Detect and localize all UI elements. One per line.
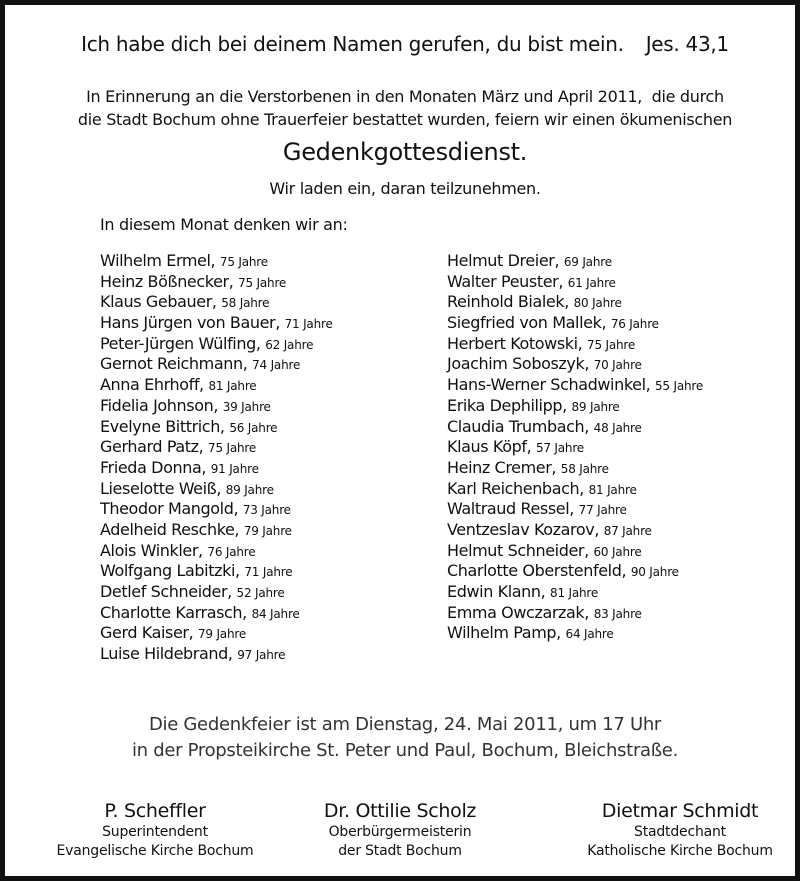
list-item: Klaus Gebauer, 58 Jahre xyxy=(100,292,270,312)
list-item: Helmut Dreier, 69 Jahre xyxy=(447,251,612,270)
intro-line-1: In Erinnerung an die Verstorbenen in den Monaten März und April 2011, die durch xyxy=(86,87,724,106)
list-item: Adelheid Reschke, 79 Jahre xyxy=(100,519,292,539)
list-item: Wilhelm Ermel, 75 Jahre xyxy=(100,251,268,270)
list-item: Wolfgang Labitzki, 71 Jahre xyxy=(100,561,293,581)
list-item: Klaus Köpf, 57 Jahre xyxy=(447,437,584,457)
list-item: Reinhold Bialek, 80 Jahre xyxy=(447,292,622,312)
list-item: Helmut Schneider, 60 Jahre xyxy=(447,540,642,560)
ceremony-details xyxy=(5,712,800,764)
list-item: Siegfried von Mallek, 76 Jahre xyxy=(447,313,659,333)
list-item: Gerhard Patz, 75 Jahre xyxy=(100,437,257,457)
list-item: Charlotte Karrasch, 84 Jahre xyxy=(100,602,300,622)
list-item: Detlef Schneider, 52 Jahre xyxy=(100,582,285,601)
list-item: Emma Owczarzak, 83 Jahre xyxy=(447,602,642,622)
list-item: Heinz Cremer, 58 Jahre xyxy=(447,457,609,477)
list-item: Frieda Donna, 91 Jahre xyxy=(100,457,259,477)
deceased-list-right xyxy=(447,251,703,644)
ceremony-location: in der Propsteikirche St. Peter und Paul, Bochum, Bleichstraße. xyxy=(131,740,679,761)
list-item: Joachim Soboszyk, 70 Jahre xyxy=(447,354,642,374)
intro-text xyxy=(5,85,800,131)
bible-verse xyxy=(5,32,800,56)
signatory-title: Stadtdechant xyxy=(634,824,726,840)
verse-reference: Jes. 43,1 xyxy=(645,32,729,56)
list-item: Hans-Werner Schadwinkel, 55 Jahre xyxy=(447,375,704,395)
list-item: Theodor Mangold, 73 Jahre xyxy=(100,499,291,519)
list-item: Luise Hildebrand, 97 Jahre xyxy=(100,644,286,664)
verse-text: Ich habe dich bei deinem Namen gerufen, du bist mein. xyxy=(81,32,624,56)
list-item: Edwin Klann, 81 Jahre xyxy=(447,582,599,601)
signatory-name: Dietmar Schmidt xyxy=(601,800,759,822)
list-item: Alois Winkler, 76 Jahre xyxy=(100,540,256,560)
signatory-title: Oberbürgermeisterin xyxy=(328,824,472,840)
list-item: Walter Peuster, 61 Jahre xyxy=(447,271,616,291)
list-heading: In diesem Monat denken wir an: xyxy=(100,215,348,234)
list-item: Heinz Bößnecker, 75 Jahre xyxy=(100,271,287,291)
list-item: Claudia Trumbach, 48 Jahre xyxy=(447,416,642,436)
list-item: Herbert Kotowski, 75 Jahre xyxy=(447,333,636,353)
list-item: Ventzeslav Kozarov, 87 Jahre xyxy=(447,519,652,539)
invitation-text: Wir laden ein, daran teilzunehmen. xyxy=(269,179,541,198)
list-item: Karl Reichenbach, 81 Jahre xyxy=(447,478,637,498)
list-item: Wilhelm Pamp, 64 Jahre xyxy=(447,623,614,643)
signatory-title: Superintendent xyxy=(102,824,208,840)
signatory-organization: der Stadt Bochum xyxy=(338,843,462,859)
list-item: Waltraud Ressel, 77 Jahre xyxy=(447,499,627,519)
list-item: Evelyne Bittrich, 56 Jahre xyxy=(100,416,278,436)
signatory-name: Dr. Ottilie Scholz xyxy=(323,800,477,822)
signatory-organization: Katholische Kirche Bochum xyxy=(587,843,773,859)
list-item: Erika Dephilipp, 89 Jahre xyxy=(447,395,620,415)
list-item: Lieselotte Weiß, 89 Jahre xyxy=(100,478,274,498)
ceremony-date: Die Gedenkfeier ist am Dienstag, 24. Mai 2011, um 17 Uhr xyxy=(148,714,662,735)
list-item: Anna Ehrhoff, 81 Jahre xyxy=(100,375,257,395)
list-item: Peter-Jürgen Wülfing, 62 Jahre xyxy=(100,333,314,353)
signatory-organization: Evangelische Kirche Bochum xyxy=(56,843,254,859)
list-item: Charlotte Oberstenfeld, 90 Jahre xyxy=(447,561,679,581)
deceased-list-left xyxy=(100,251,333,665)
signatory-dean xyxy=(570,799,790,861)
list-item: Fidelia Johnson, 39 Jahre xyxy=(100,395,271,415)
list-item: Gerd Kaiser, 79 Jahre xyxy=(100,623,247,643)
event-title: Gedenkgottesdienst. xyxy=(282,138,528,166)
intro-line-2: die Stadt Bochum ohne Trauerfeier bestattet wurden, feiern wir einen ökumenischen xyxy=(77,110,733,129)
list-item: Hans Jürgen von Bauer, 71 Jahre xyxy=(100,313,333,333)
signatory-name: P. Scheffler xyxy=(104,800,206,822)
list-item: Gernot Reichmann, 74 Jahre xyxy=(100,354,301,374)
signatory-superintendent xyxy=(45,799,265,861)
signatory-mayor xyxy=(295,799,505,861)
